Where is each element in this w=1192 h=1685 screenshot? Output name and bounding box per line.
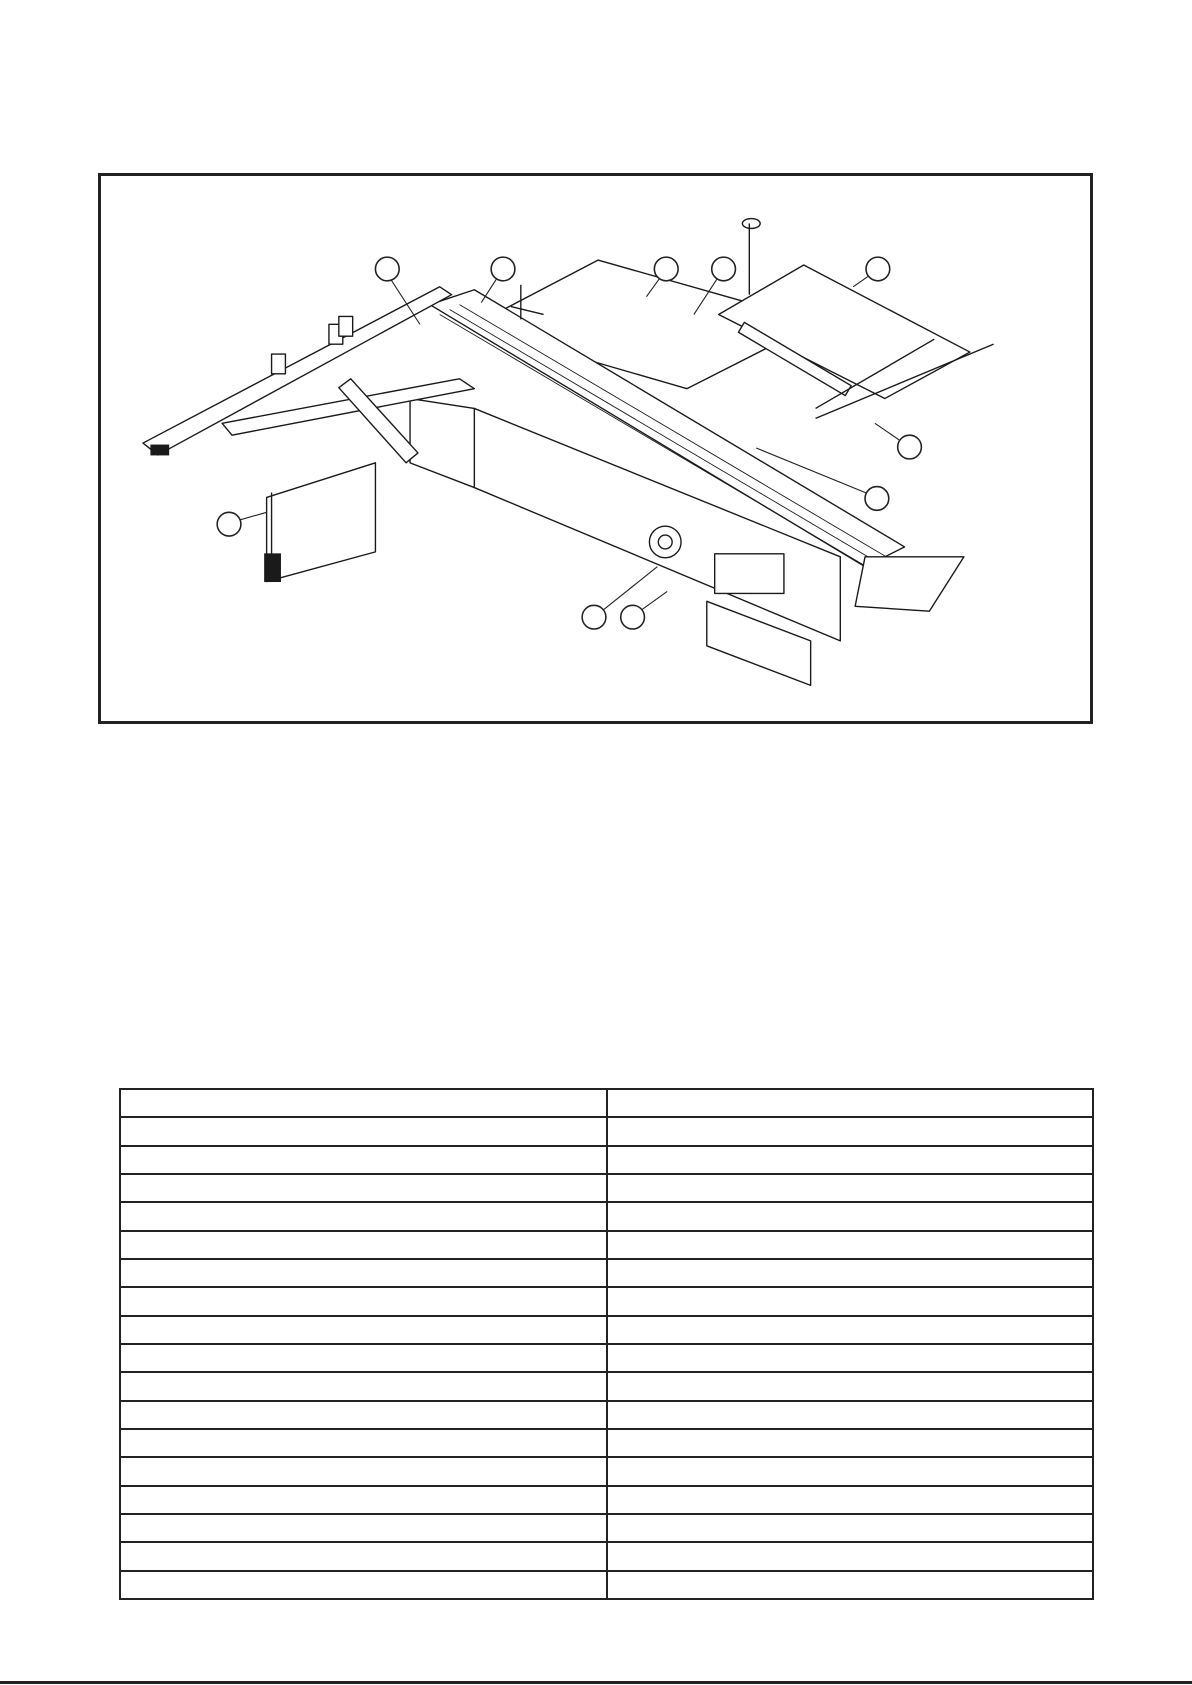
parts-table — [119, 1088, 1094, 1600]
table-cell — [607, 1571, 1094, 1599]
callout-7 — [865, 487, 889, 511]
callout-2 — [491, 257, 515, 281]
table-row — [120, 1089, 1093, 1117]
flip-stop-3 — [339, 316, 353, 336]
cabinet-side — [410, 399, 474, 488]
table-cell — [120, 1259, 607, 1287]
table-cell — [607, 1429, 1094, 1457]
table-cell — [607, 1231, 1094, 1259]
machine-figure — [98, 173, 1093, 724]
table-cell — [120, 1089, 607, 1117]
table-cell — [120, 1287, 607, 1315]
table-row — [120, 1287, 1093, 1315]
table-cell — [607, 1259, 1094, 1287]
callout-1 — [375, 257, 399, 281]
callout-5 — [866, 257, 890, 281]
table-cell — [607, 1542, 1094, 1570]
table-cell — [607, 1401, 1094, 1429]
callout-10 — [621, 605, 645, 629]
table-cell — [120, 1174, 607, 1202]
table-cell — [607, 1486, 1094, 1514]
table-row — [120, 1486, 1093, 1514]
table-row — [120, 1457, 1093, 1485]
callout-3 — [654, 257, 678, 281]
callout-9 — [582, 605, 606, 629]
table-cell — [607, 1344, 1094, 1372]
table-cell — [607, 1174, 1094, 1202]
table-cell — [120, 1401, 607, 1429]
table-cell — [120, 1457, 607, 1485]
table-cell — [120, 1486, 607, 1514]
table-row — [120, 1259, 1093, 1287]
table-cell — [120, 1117, 607, 1145]
table-cell — [120, 1344, 607, 1372]
guard-ring — [742, 219, 760, 229]
table-row — [120, 1514, 1093, 1542]
table-cell — [120, 1146, 607, 1174]
footer-rule — [0, 1681, 1192, 1684]
control-panel — [715, 554, 784, 594]
table-row — [120, 1344, 1093, 1372]
table-row — [120, 1316, 1093, 1344]
table-cell — [120, 1372, 607, 1400]
table-cell — [607, 1316, 1094, 1344]
table-cell — [607, 1457, 1094, 1485]
table-cell — [607, 1202, 1094, 1230]
table-row — [120, 1231, 1093, 1259]
crosscut-fence — [143, 287, 452, 455]
table-row — [120, 1117, 1093, 1145]
callout-6 — [898, 435, 922, 459]
outrigger-foot — [265, 554, 281, 582]
flip-stop-1 — [272, 354, 286, 374]
outrigger-support — [267, 463, 376, 582]
table-cell — [607, 1372, 1094, 1400]
table-row — [120, 1174, 1093, 1202]
table-row — [120, 1401, 1093, 1429]
table-cell — [607, 1146, 1094, 1174]
carriage-end-plate — [855, 557, 964, 611]
table-cell — [607, 1117, 1094, 1145]
table-cell — [120, 1514, 607, 1542]
table-cell — [607, 1287, 1094, 1315]
table-cell — [120, 1316, 607, 1344]
table-cell — [120, 1429, 607, 1457]
panel-saw-drawing — [101, 176, 1090, 721]
table-cell — [607, 1514, 1094, 1542]
callout-4 — [712, 257, 736, 281]
fence-end-stop — [151, 445, 169, 455]
table-cell — [607, 1089, 1094, 1117]
table-row — [120, 1429, 1093, 1457]
callout-8 — [217, 512, 241, 536]
table-row — [120, 1542, 1093, 1570]
table-row — [120, 1202, 1093, 1230]
table-cell — [120, 1202, 607, 1230]
table-row — [120, 1146, 1093, 1174]
table-row — [120, 1571, 1093, 1599]
table-cell — [120, 1231, 607, 1259]
table-cell — [120, 1542, 607, 1570]
table-row — [120, 1372, 1093, 1400]
table-cell — [120, 1571, 607, 1599]
